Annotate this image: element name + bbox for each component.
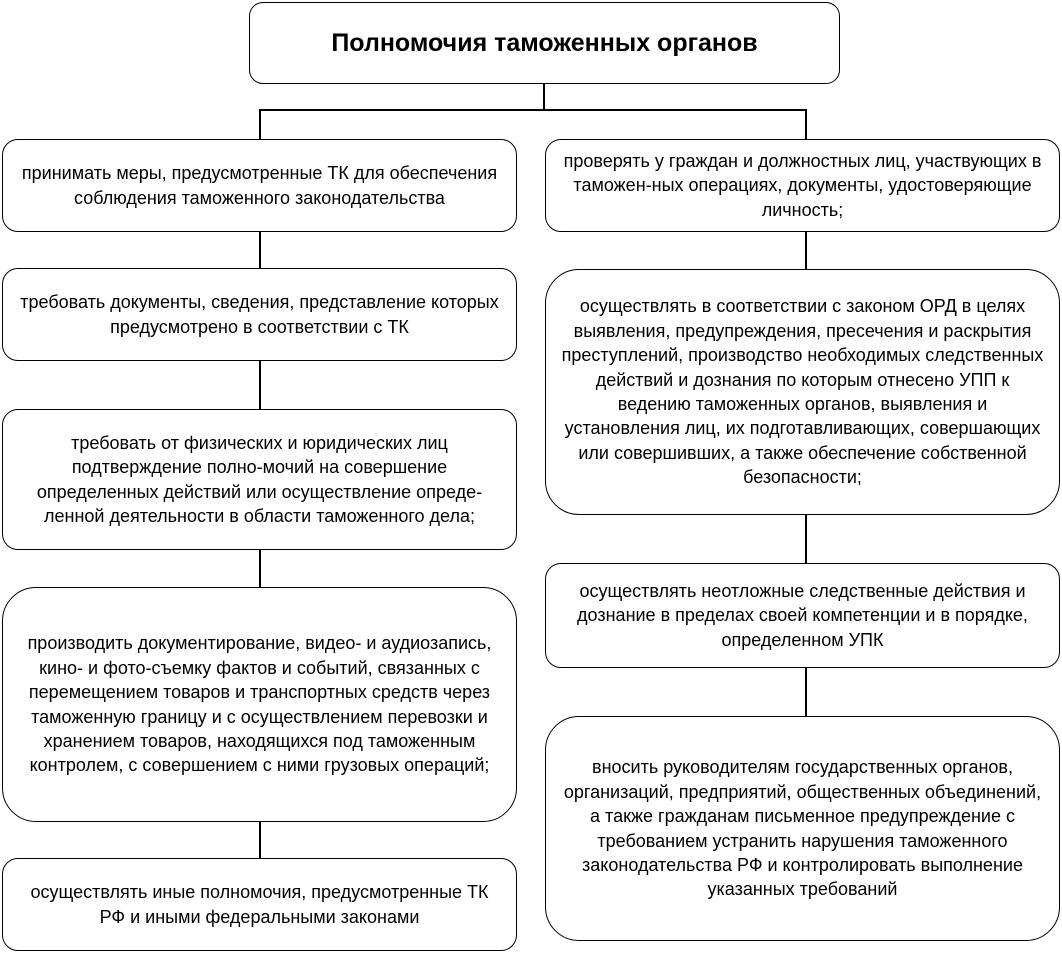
connector-right-1-2 bbox=[805, 232, 807, 269]
connector-horizontal-bar bbox=[259, 109, 807, 111]
connector-left-4-5 bbox=[259, 822, 261, 858]
connector-right-branch bbox=[805, 109, 807, 139]
connector-right-3-4 bbox=[805, 668, 807, 716]
diagram-title: Полномочия таможенных органов bbox=[331, 29, 758, 57]
right-box-2 bbox=[545, 269, 1060, 515]
left-box-3-text: требовать от физических и юридических лиц подтверждение полно-мочий на совершение определенных действий или осуществление опреде-ленной деятельности в области таможенного дела; bbox=[36, 432, 483, 526]
left-box-4 bbox=[2, 587, 517, 822]
left-box-1-text: принимать меры, предусмотренные ТК для обеспечения соблюдения таможенного законодательства bbox=[21, 163, 498, 208]
right-box-3 bbox=[545, 563, 1060, 668]
left-box-3 bbox=[2, 409, 517, 550]
left-box-1 bbox=[2, 139, 517, 232]
connector-left-3-4 bbox=[259, 550, 261, 587]
right-box-2-text: осуществлять в соответствии с законом ОРД в целях выявления, предупреждения, пресечения и раскрытия преступлений, производство необходимых следственных действий и дознания по которым отнесено УПП к ведению таможенных органов, выявления и установления лиц, их подготавливающих, совершающих или совершивших, а также обеспечение собственной безопасности; bbox=[561, 296, 1044, 488]
connector-left-branch bbox=[259, 109, 261, 139]
left-box-2 bbox=[2, 268, 517, 361]
connector-title-down bbox=[543, 84, 545, 110]
connector-right-2-3 bbox=[805, 515, 807, 563]
right-box-4 bbox=[545, 716, 1060, 941]
left-box-5 bbox=[2, 858, 517, 951]
right-box-4-text: вносить руководителям государственных органов, организаций, предприятий, общественных объединений, а также гражданам письменное предупреждение с требованием устранить нарушения таможенного законодательства РФ и контролировать выполнение указанных требований bbox=[563, 757, 1042, 900]
right-box-3-text: осуществлять неотложные следственные действия и дознание в пределах своей компетенции и в порядке, определенном УПК bbox=[577, 580, 1028, 650]
right-box-1 bbox=[545, 139, 1060, 232]
connector-left-2-3 bbox=[259, 361, 261, 409]
left-box-2-text: требовать документы, сведения, представление которых предусмотрено в соответствии с ТК bbox=[20, 292, 499, 337]
right-box-1-text: проверять у граждан и должностных лиц, участвующих в таможен-ных операциях, документы, удостоверяющие личность; bbox=[563, 150, 1042, 220]
left-box-4-text: производить документирование, видео- и аудиозапись, кино- и фото-съемку фактов и событий, связанных с перемещением товаров и транспортных средств через таможенную границу и с осуществлением перевозки и хранением товаров, находящихся под таможенным контролем, с совершением с ними грузовых операций; bbox=[27, 633, 492, 776]
title-box bbox=[249, 2, 840, 84]
connector-left-1-2 bbox=[259, 232, 261, 268]
left-box-5-text: осуществлять иные полномочия, предусмотренные ТК РФ и иными федеральными законами bbox=[30, 882, 489, 927]
